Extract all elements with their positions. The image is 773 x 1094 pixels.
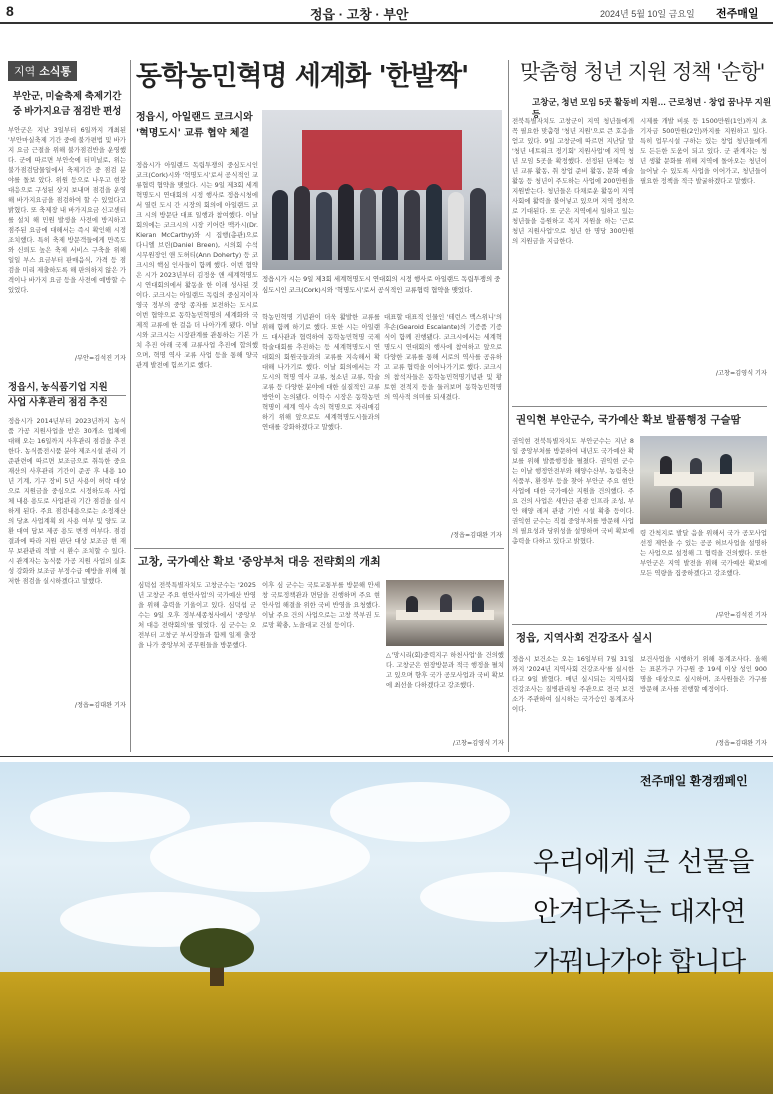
buan-budget-headline: 권익현 부안군수, 국가예산 확보 발품행정 구슬땀 [516, 414, 741, 426]
youth-policy-headline: 맞춤형 청년 지원 정책 '순항' [520, 60, 765, 84]
event-photo [262, 110, 502, 270]
health-survey-byline: /정읍=김대완 기자 [715, 740, 767, 747]
main-subhead [136, 110, 258, 142]
gochang-byline: /고창=김영식 기자 [452, 740, 504, 747]
gochang-body2: 이후 심 군수는 국토교통부를 방문해 안세창 국토정책관과 면담을 진행하며 주요 현안사업 해결을 위한 국비 반영을 요청했다. 이날 주요 건의 사업으로는 고창 북부권 도로망 확충, 노을대교 건설 등이다. [262, 581, 380, 629]
buan-budget-body2: 령 간척지로 발달 음을 위해서 국가 공모사업 선정 제안을 수 있는 공공 허브사업을 설명하는 사업으로 설정해 그 협력을 건의했다. 또한 부안군은 지역 발전을 위해 국가예산 확보에 모든 역량을 집중하겠다고 강조했다. [640, 529, 767, 577]
gochang-body3: △'망시리(회)중력지구 하천사업'을 건의했다. 고창군은 현장방문과 적극 행정을 펼치고 있으며 향후 국가 공모사업과 국비 확보에 최선을 다하겠다고 강조했다. [386, 651, 504, 689]
issue-date: 2024년 5월 10일 금요일 [600, 9, 695, 19]
main-subhead-line1: 정읍시, 아일랜드 코크시와 [136, 112, 253, 123]
gochang-body1: 심덕섭 전북특별자치도 고창군수는 '2025년 고창군 주요 현안사업'의 국가예산 반영을 위해 총력을 기울이고 있다. 심덕섭 군수는 9일 오후 정부세종청사에서 '중앙부처 대응 전략회의'를 열었다. 심 군수는 오전부터 고창군 부서장들과 함께 일제 출장을 나가 중앙부처 공무원들을 방문했다. [138, 581, 256, 649]
brief1-byline: /부안=김석진 기자 [74, 355, 126, 362]
brief1-headline-line2: 중 바가지요금 점검반 편성 [12, 106, 122, 117]
environment-campaign-ad [0, 762, 773, 1094]
sidebar-tag [8, 61, 77, 81]
section-divider [134, 548, 504, 549]
main-mid-body: 학농민혁명 기념관이 더욱 활발한 교류를 위해 함께 하기로 했다. 또한 시는 아일랜드 대사관과 협력하여 동학농민혁명 국제학술대회를 추진하는 등 세계혁명도시 연대회의 회원국들과의 교류를 지속해서 확대해 나가기로 했다. 이날 회의에서는 각 도시의 혁명 역사 교류, 청소년 교류, 학술 교류 등 다양한 분야에 대한 실질적인 교류 방안이 논의됐다. 이학수 시장은 동학농민혁명이 세계 역사 속의 혁명으로 자리매김하기 위해 앞으로도 세계혁명도시들과의 연대를 강화하겠다고 말했다. [262, 313, 380, 431]
cloud-shape [30, 792, 190, 842]
meeting-photo [640, 436, 767, 524]
cloud-shape [150, 822, 370, 892]
campaign-org: 전주매일 환경캠페인 [640, 774, 748, 788]
main-subhead-line2: '혁명도시' 교류 협약 체결 [136, 128, 250, 139]
campaign-line-3: 가꿔나가야 합니다 [533, 947, 746, 978]
ad-wheat-field [0, 972, 773, 1094]
brief2-headline [8, 380, 126, 410]
brief2-body: 정읍시가 2014년부터 2023년까지 농식품 가공 지원사업을 받은 30개소 업체에 대해 오는 16일까지 사후관리 점검을 추진한다. 농식품전시품 분야 제조시설 관리 기준관련에 따르면 보조금으로 취득한 중요재산의 사후관리 기간이 준공 후 내용 10년 기계, 기구 장비 5년 사용이 허락 대상으로 지원금을 중심으로 시정하도록 사업체 내용 용도로 사업관리 기간 점검을 실시하게 된다. 주요 점검내용으로는 소정재산의 당초 사업계획 외 사용 여부 및 양도 교환 대여 담보 제공 용도 변경 여부다. 점검 결과에 따라 지원 판단 대상 보조금 현 재무 보관관리 적발 시 환수 조치할 수 있다. 시 관계자는 농식품 가공 지원 사업의 실효성 강화와 보조금 부정수급 예방을 위해 철저한 점검을 실시하겠다고 말했다. [8, 417, 126, 585]
photo-caption: 정읍시가 시는 9일 제3회 세계혁명도시 연대회의 시정 행사로 아일랜드 독립투쟁의 중심도시인 코크(Cork)시와 '혁명도시'로서 공식적인 교류협력 협약을 맺었다. [262, 275, 501, 294]
health-survey-headline: 정읍, 지역사회 건강조사 실시 [516, 632, 653, 644]
column-divider [130, 60, 131, 752]
meeting-table [654, 472, 754, 486]
group-people [262, 180, 502, 270]
news-brief-sidebar [8, 60, 126, 709]
youth-policy-body1: 전북특별자치도 고창군이 지역 청년들에게 꼭 필요한 맞춤형 '청년 지원'으로 큰 호응을 얻고 있다. 9일 고창군에 따르면 지난달 말 '청년 네트워크 정기회' 지원사업'에 지역 청년 모임 5곳을 확정했다. 선정된 단체는 청년 교류 활동, 취 창업 준비 활동, 문화 예술 활동 등 청년이 주도하는 사업에 200만원을 지원받는다. 청년들은 다채로운 활동이 지역사회에 활력을 불어넣고 있으며 지역 정착으로 기대된다. 또 군은 지역에서 일하고 있는 청년들을 응원하고 복지 지원을 하는 '근로청년 지원사업'으로 청년 한 명당 300만원의 지원금을 지급한다. [512, 117, 634, 245]
youth-policy-body2: 시제를 개발 비롯 등 1500만원(1인)까지 초기자금 500만원(2인)까지를 지원하고 있다. 특히 업무시설 구하는 있는 창업 청년들에게도 든든한 도움이 되고 있다. 군 관계자는 청년 생활 문화를 위해 지역에 돌아오는 청년이 늘어날 수 있도록 사업을 이어가고, 청년들이 필요한 정책을 적극 발굴하겠다고 말했다. [640, 117, 767, 185]
main-byline: /정읍=김대완 기자 [450, 532, 502, 539]
section-divider [512, 406, 767, 407]
youth-policy-byline: /고창=김영식 기자 [715, 370, 767, 377]
ad-divider [0, 756, 773, 757]
main-left-body: 정읍시가 아일랜드 독립투쟁의 중심도시인 코크(Cork)시와 '혁명도시'로서 공식적인 교류협력 협약을 맺었다. 시는 9일 제3회 세계혁명도시 연대회의 시정 행사로 정읍시청에서 열린 도시 간 시장의 회의에 아일랜드 코크 시의 방문단 대표 일행과 참여했다. 이날 회의에는 코크시의 시장 키어란 맥카시(Dr. Kieran McCarthy)와 시 집행(총관)으로 다니엘 브린(Daniel Breen), 시의회 수석 시무원장인 앤 도허티(Ann Doherty) 등 코크시의 핵심 인사들이 함께 했다. 이번 협약은 시가 2023년부터 김정웅 앤 세계혁명도시 연대회의에서 활동을 한 이래 성사된 것이다. 코크시는 아일랜드 독립의 중심지이자 영국 정부의 중앙 종자를 보전하는 도시로 이번 협약으로 동학농민혁명의 세계화와 국제적 교류에 한 걸음 더 나아가게 됐다. 이날 시와 코크시는 시장관계를 관통하는 기본 가치 추진 아래 국제 교류사업 추진에 합의했으며, 혁명 역사 교류 사업 등을 통해 양국 관계 발전에 힘쓰기로 했다. [136, 161, 258, 369]
brief2-byline: /정읍=김대완 기자 [74, 702, 126, 709]
campaign-line-1: 우리에게 큰 선물을 [533, 847, 754, 878]
main-right-body: 대표할 대표적 인물인 '테런스 맥스위니'의 후손(Gearoid Escalante)의 기증품 기증식이 함께 진행됐다. 코크시에서는 세계혁명도시 연대회의 행사에 참여하고 앞으로 다양한 교류를 통해 서로의 역사를 공유하고 교류 협력을 이어나가기로 했다. 코크시의 참석자들은 동학농민혁명기념관 및 황토현 전적지 등을 둘러보며 동학농민혁명의 역사적 의미를 되새겼다. [384, 313, 502, 401]
brief2-headline-line1: 정읍시, 농식품기업 지원 [8, 382, 108, 393]
strategy-meeting-photo [386, 580, 504, 646]
buan-budget-byline: /부안=김석진 기자 [715, 612, 767, 619]
main-headline: 동학농민혁명 세계화 '한발짝' [136, 61, 469, 92]
brief1-headline-line1: 부안군, 미술축제 축제기간 [12, 91, 122, 102]
health-survey-body1: 정읍시 보건소는 오는 16일부터 7월 31일까지 '2024년 지역사회 건강조사'를 실시한다고 9일 밝혔다. 매년 실시되는 지역사회 건강조사는 질병관리청 주관으로 전국 보건소가 주관하여 실시하는 국가승인 통계조사이다. [512, 655, 634, 713]
youth-policy-subhead: 고창군, 청년 모임 5곳 활동비 지원… 근로청년 · 창업 꿈나무 지원 등 [532, 97, 772, 119]
page-header [0, 0, 773, 24]
sidebar-tag-left: 지역 [14, 66, 36, 78]
tree-canopy [180, 928, 254, 968]
campaign-line-2: 안겨다주는 대자연 [533, 897, 746, 928]
brief2-headline-line2: 사업 사후관리 점검 추진 [8, 397, 108, 408]
page-number: 8 [6, 3, 14, 19]
brief1-body: 부안군은 지난 3일부터 6일까지 개최된 '부안마실축제 기간 중에 불가편법 및 바가지 요금 근절을 위해 불가점검반을 운영했다. 군에 따르면 부안숙에 터미널로, 위는 불가점검담물일에서 축제기간 중 점검 분야를 돌보 았다. 위원 등으로 나우고 현장 대응으로 구성된 상지 보내며 점검을 운영해 바가지요금을 점검하여 할 수 있었다고 밝혔다. 또 축제장 내 바가지요금 신고센터를 설치 해 민원 발생을 사전에 방지하고 점주된 요금에 대해서는 즉시 확인해 시정 조치했다. 특히 축제 방문객들에게 만족도와 신뢰도 높은 축제 서비스 구축을 위해 일일 부스 요금부터 판매음식, 가격 등 점검을 미리 제출하도록 해 판의하지 않은 가격이나 바가지 요금 등을 사전에 예방할 수 있었다. [8, 126, 126, 294]
section-divider [512, 624, 767, 625]
section-title: 정읍 · 고창 · 부안 [310, 7, 409, 22]
health-survey-body2: 보건사업을 시행하기 위해 통계조사다. 올해는 표본가구 가구원 중 19세 이상 성인 900명을 대상으로 실시하며, 조사원들은 가구를 방문해 조사를 진행할 예정이다. [640, 655, 767, 693]
gochang-headline: 고창, 국가예산 확보 '중앙부처 대응 전략회의 개최 [138, 555, 381, 568]
buan-budget-body: 권익현 전북특별자치도 부안군수는 지난 8일 중앙부처를 방문하여 내년도 국가예산 확보를 위해 발품행정을 펼쳤다. 권익현 군수는 이날 행정안전부와 해양수산부, 농림축산식품부, 환경부 등을 찾아 부안군 주요 현안 사업에 대한 국가예산 지원을 건의했다. 주요 건의 사업은 새만금 관광 인프라 조성, 부안 해양 레저 관광 기반 시설 확충 등이다. 권익현 군수는 직접 중앙부처를 방문해 사업의 필요성과 당위성을 설명하며 국비 확보에 총력을 다하고 있다고 밝혔다. [512, 437, 634, 545]
sidebar-tag-right: 소식통 [39, 66, 72, 78]
brief1-headline [8, 89, 126, 119]
column-divider [508, 60, 509, 752]
cloud-shape [330, 782, 510, 842]
newspaper-name: 전주매일 [716, 8, 759, 20]
